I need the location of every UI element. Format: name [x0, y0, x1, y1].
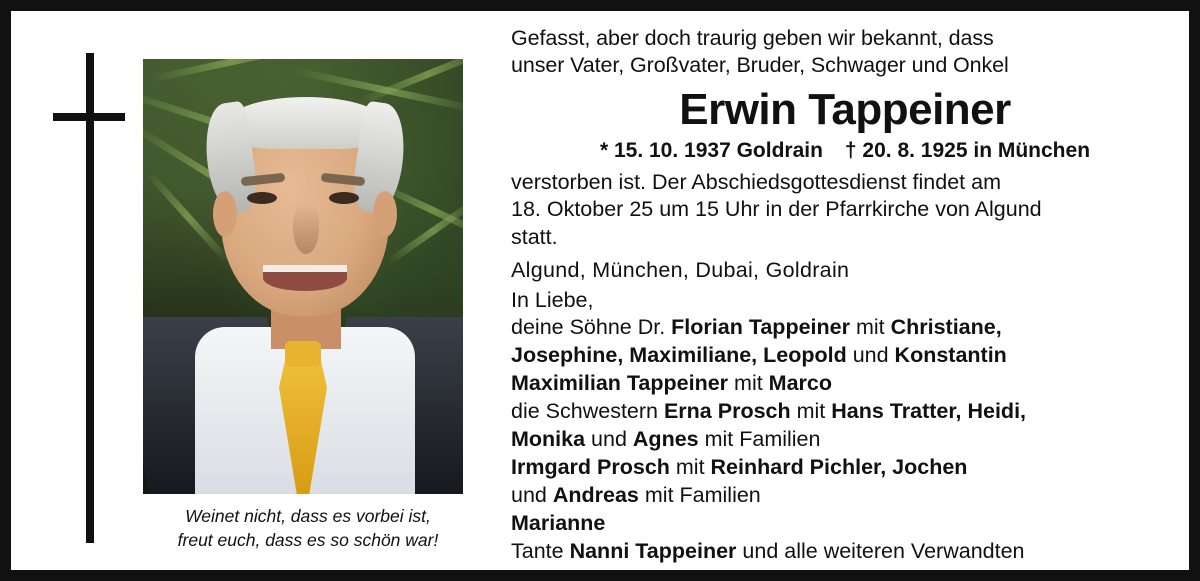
family-name: Monika	[511, 427, 586, 452]
family-name: Christiane,	[890, 315, 1002, 340]
family-text: mit	[728, 371, 769, 396]
lead-text	[511, 25, 1179, 79]
family-text: und	[846, 343, 895, 368]
family-line	[511, 342, 1179, 370]
family-name: Marianne	[511, 511, 606, 536]
family-line	[511, 314, 1179, 342]
family-block	[511, 287, 1179, 566]
family-text: und	[511, 483, 553, 508]
family-text: mit Familien	[638, 483, 761, 508]
family-name: Josephine, Maximiliane, Leopold	[511, 343, 847, 368]
caption-line-2: freut euch, dass es so schön war!	[177, 530, 439, 551]
family-text: deine Söhne Dr.	[511, 315, 672, 340]
life-dates	[511, 139, 1179, 163]
family-text: mit	[669, 455, 711, 480]
cross-icon	[53, 53, 125, 543]
family-line	[511, 482, 1179, 510]
family-line	[511, 510, 1179, 538]
family-name: Florian Tappeiner	[671, 315, 850, 340]
family-name: Irmgard Prosch	[511, 455, 670, 480]
family-text: mit Familien	[698, 427, 821, 452]
family-line	[511, 370, 1179, 398]
lead-line-2: unser Vater, Großvater, Bruder, Schwager und Onkel	[511, 53, 1009, 78]
left-column	[23, 17, 493, 564]
family-line	[511, 454, 1179, 482]
portrait-photo	[143, 59, 463, 494]
family-text: mit	[849, 315, 891, 340]
family-text: die Schwestern	[511, 399, 664, 424]
family-name: Erna Prosch	[663, 399, 791, 424]
family-name: Reinhard Pichler, Jochen	[710, 455, 968, 480]
birth-date: * 15. 10. 1937 Goldrain	[599, 139, 823, 163]
family-name: Marco	[768, 371, 832, 396]
family-line	[511, 398, 1179, 426]
family-lines	[511, 314, 1179, 565]
service-details	[511, 169, 1179, 250]
service-line-2: 18. Oktober 25 um 15 Uhr in der Pfarrkirche von Algund	[511, 197, 1042, 222]
lead-line-1: Gefasst, aber doch traurig geben wir bekannt, dass	[511, 26, 994, 50]
family-name: Nanni Tappeiner	[569, 538, 737, 563]
family-line	[511, 538, 1179, 566]
family-text: Tante	[511, 538, 570, 563]
family-name: Agnes	[632, 427, 699, 452]
family-name: Konstantin	[894, 343, 1007, 368]
caption-line-1: Weinet nicht, dass es vorbei ist,	[185, 506, 431, 526]
notice-text-column	[493, 17, 1179, 564]
death-date: † 20. 8. 1925 in München	[844, 139, 1091, 163]
deceased-name: Erwin Tappeiner	[679, 85, 1011, 135]
service-line-1: verstorben ist. Der Abschiedsgottesdienst findet am	[511, 170, 1001, 195]
places-line: Algund, München, Dubai, Goldrain	[511, 257, 850, 282]
closing-line: In Liebe,	[511, 287, 594, 312]
family-name: Maximilian Tappeiner	[511, 371, 729, 396]
family-text: und	[585, 427, 633, 452]
service-line-3: statt.	[511, 224, 558, 249]
photo-caption	[143, 504, 473, 552]
family-text: mit	[790, 399, 832, 424]
family-line	[511, 426, 1179, 454]
family-name: Hans Tratter, Heidi,	[831, 399, 1027, 424]
family-text: und alle weiteren Verwandten	[736, 538, 1025, 563]
family-name: Andreas	[552, 483, 639, 508]
